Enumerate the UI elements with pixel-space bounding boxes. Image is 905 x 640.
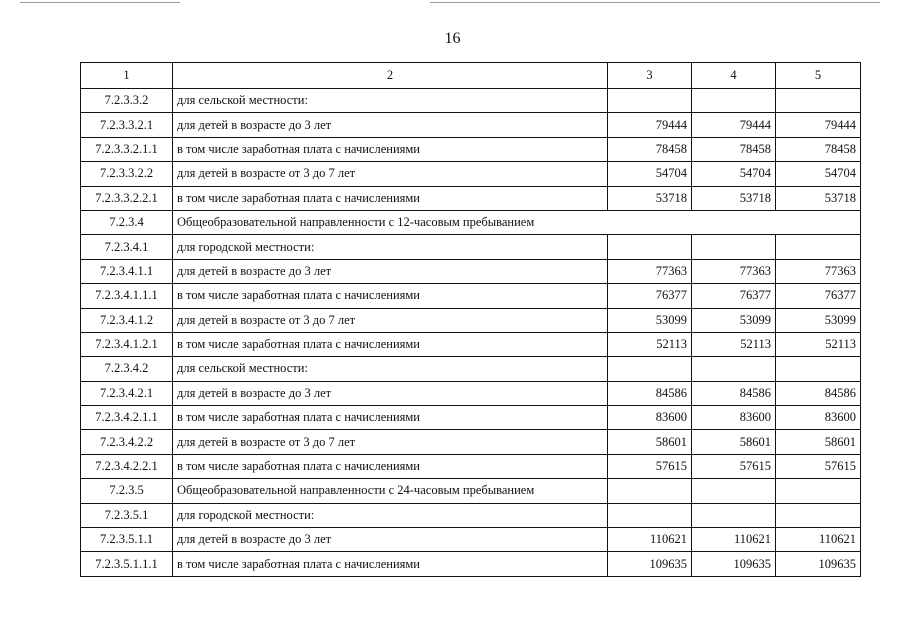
row-value-col3: 110621	[608, 528, 692, 552]
row-value-col4: 84586	[692, 381, 776, 405]
row-value-col5: 52113	[776, 332, 861, 356]
row-value-col5: 54704	[776, 162, 861, 186]
row-value-col4	[692, 503, 776, 527]
table-row	[81, 503, 861, 527]
scan-edge-line-left	[20, 2, 180, 3]
row-value-col5: 58601	[776, 430, 861, 454]
row-value-col4	[692, 479, 776, 503]
row-value-col5: 110621	[776, 528, 861, 552]
row-description: в том числе заработная плата с начислениями	[173, 284, 608, 308]
table-row	[81, 89, 861, 113]
row-description: в том числе заработная плата с начислениями	[173, 454, 608, 478]
row-value-col4	[692, 357, 776, 381]
row-value-col3: 78458	[608, 137, 692, 161]
row-value-col4: 78458	[692, 137, 776, 161]
row-value-col3	[608, 357, 692, 381]
row-code: 7.2.3.5	[81, 479, 173, 503]
row-value-col4: 53099	[692, 308, 776, 332]
row-value-col3: 53718	[608, 186, 692, 210]
row-description: для городской местности:	[173, 503, 608, 527]
row-description: в том числе заработная плата с начислениями	[173, 186, 608, 210]
row-value-col3	[608, 89, 692, 113]
table-row	[81, 186, 861, 210]
row-value-col3: 54704	[608, 162, 692, 186]
row-value-col3: 76377	[608, 284, 692, 308]
column-header-1: 1	[81, 63, 173, 89]
table-row	[81, 308, 861, 332]
row-code: 7.2.3.5.1	[81, 503, 173, 527]
table-row	[81, 259, 861, 283]
row-code: 7.2.3.4.1.2	[81, 308, 173, 332]
row-value-col3: 57615	[608, 454, 692, 478]
row-description: для детей в возрасте до 3 лет	[173, 381, 608, 405]
row-value-col5: 77363	[776, 259, 861, 283]
table-row	[81, 552, 861, 576]
page-number: 16	[444, 30, 461, 47]
scan-edge-line-right	[430, 2, 880, 3]
column-header-2: 2	[173, 63, 608, 89]
row-value-col3: 58601	[608, 430, 692, 454]
row-code: 7.2.3.4	[81, 210, 173, 234]
row-value-col5	[776, 503, 861, 527]
table-row	[81, 528, 861, 552]
row-description: Общеобразовательной направленности с 24-часовым пребыванием	[173, 479, 608, 503]
row-value-col4: 77363	[692, 259, 776, 283]
row-description: в том числе заработная плата с начислениями	[173, 406, 608, 430]
row-value-col5: 109635	[776, 552, 861, 576]
row-code: 7.2.3.5.1.1.1	[81, 552, 173, 576]
row-value-col3: 77363	[608, 259, 692, 283]
row-description: Общеобразовательной направленности с 12-часовым пребыванием	[173, 210, 861, 234]
row-description: в том числе заработная плата с начислениями	[173, 332, 608, 356]
row-code: 7.2.3.4.1.2.1	[81, 332, 173, 356]
row-code: 7.2.3.4.2	[81, 357, 173, 381]
table-row	[81, 357, 861, 381]
row-value-col4	[692, 235, 776, 259]
row-value-col3: 52113	[608, 332, 692, 356]
table-row	[81, 381, 861, 405]
row-value-col5: 57615	[776, 454, 861, 478]
row-value-col4: 109635	[692, 552, 776, 576]
row-value-col5	[776, 479, 861, 503]
row-value-col3	[608, 235, 692, 259]
column-header-3: 3	[608, 63, 692, 89]
row-description: в том числе заработная плата с начислениями	[173, 137, 608, 161]
column-header-4: 4	[692, 63, 776, 89]
table-row	[81, 406, 861, 430]
row-value-col5: 84586	[776, 381, 861, 405]
row-value-col5: 83600	[776, 406, 861, 430]
row-description: в том числе заработная плата с начислениями	[173, 552, 608, 576]
row-value-col3: 53099	[608, 308, 692, 332]
row-value-col5: 53099	[776, 308, 861, 332]
row-value-col4	[692, 89, 776, 113]
tariff-table	[80, 62, 861, 577]
table-row	[81, 430, 861, 454]
row-value-col5	[776, 89, 861, 113]
row-description: для детей в возрасте до 3 лет	[173, 528, 608, 552]
table-row	[81, 284, 861, 308]
table-row	[81, 137, 861, 161]
row-value-col4: 57615	[692, 454, 776, 478]
row-code: 7.2.3.3.2	[81, 89, 173, 113]
table-row	[81, 479, 861, 503]
table-row	[81, 162, 861, 186]
row-code: 7.2.3.4.1.1	[81, 259, 173, 283]
row-code: 7.2.3.4.1	[81, 235, 173, 259]
row-value-col5: 78458	[776, 137, 861, 161]
row-value-col5: 53718	[776, 186, 861, 210]
row-code: 7.2.3.3.2.2.1	[81, 186, 173, 210]
row-value-col4: 52113	[692, 332, 776, 356]
row-code: 7.2.3.4.2.1.1	[81, 406, 173, 430]
row-description: для сельской местности:	[173, 357, 608, 381]
row-description: для детей в возрасте до 3 лет	[173, 259, 608, 283]
row-value-col5: 76377	[776, 284, 861, 308]
row-value-col5	[776, 357, 861, 381]
table-row	[81, 113, 861, 137]
row-value-col3: 109635	[608, 552, 692, 576]
row-value-col4: 53718	[692, 186, 776, 210]
table-row	[81, 210, 861, 234]
row-code: 7.2.3.3.2.1.1	[81, 137, 173, 161]
row-value-col3	[608, 479, 692, 503]
row-value-col3: 79444	[608, 113, 692, 137]
row-code: 7.2.3.4.2.1	[81, 381, 173, 405]
row-value-col4: 110621	[692, 528, 776, 552]
row-description: для детей в возрасте до 3 лет	[173, 113, 608, 137]
row-value-col4: 79444	[692, 113, 776, 137]
row-description: для детей в возрасте от 3 до 7 лет	[173, 308, 608, 332]
row-value-col4: 58601	[692, 430, 776, 454]
row-code: 7.2.3.4.1.1.1	[81, 284, 173, 308]
row-description: для сельской местности:	[173, 89, 608, 113]
row-value-col4: 76377	[692, 284, 776, 308]
row-value-col5	[776, 235, 861, 259]
row-value-col3: 84586	[608, 381, 692, 405]
column-header-5: 5	[776, 63, 861, 89]
row-value-col3: 83600	[608, 406, 692, 430]
table-row	[81, 454, 861, 478]
row-code: 7.2.3.3.2.1	[81, 113, 173, 137]
row-description: для городской местности:	[173, 235, 608, 259]
row-code: 7.2.3.5.1.1	[81, 528, 173, 552]
table-row	[81, 332, 861, 356]
row-description: для детей в возрасте от 3 до 7 лет	[173, 430, 608, 454]
row-value-col3	[608, 503, 692, 527]
row-code: 7.2.3.4.2.2.1	[81, 454, 173, 478]
row-description: для детей в возрасте от 3 до 7 лет	[173, 162, 608, 186]
table-row	[81, 235, 861, 259]
row-code: 7.2.3.3.2.2	[81, 162, 173, 186]
row-value-col4: 83600	[692, 406, 776, 430]
table-header-row	[81, 63, 861, 89]
row-code: 7.2.3.4.2.2	[81, 430, 173, 454]
row-value-col5: 79444	[776, 113, 861, 137]
row-value-col4: 54704	[692, 162, 776, 186]
